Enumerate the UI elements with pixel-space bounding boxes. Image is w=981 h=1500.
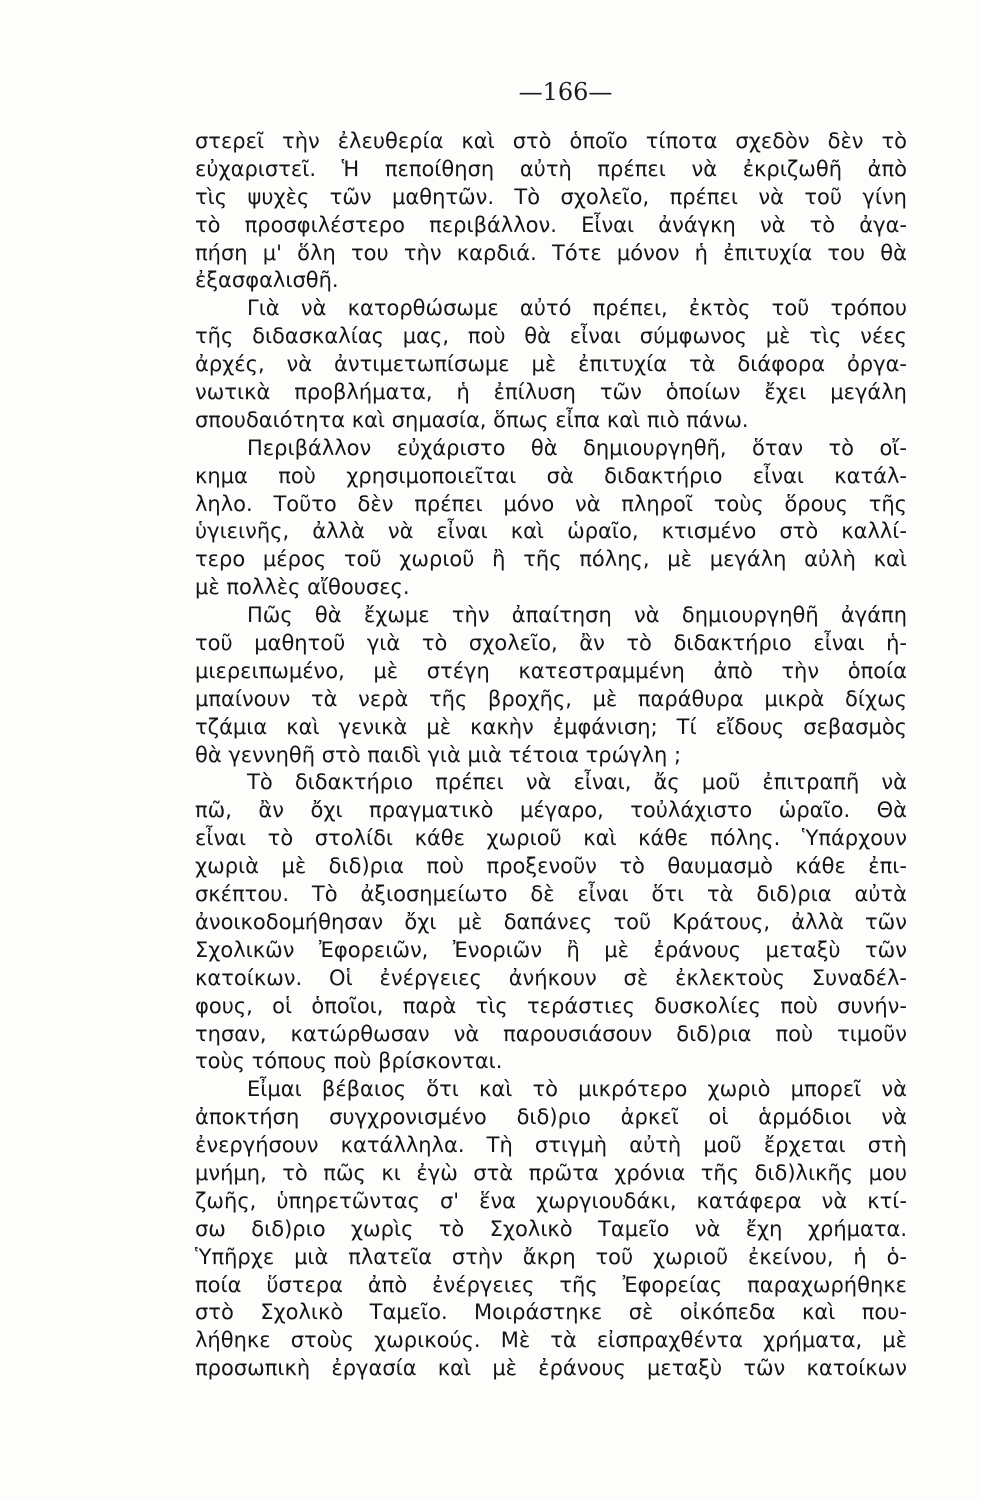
text-line: Περιβάλλον εὐχάριστο θὰ δημιουργηθῆ, ὅταν τὸ οἴ- xyxy=(247,435,907,460)
text-line: τοῦ μαθητοῦ γιὰ τὸ σχολεῖο, ἂν τὸ διδακτήριο εἶναι ἡ- xyxy=(195,631,907,656)
text-line: λήθηκε στοὺς χωρικούς. Μὲ τὰ εἰσπραχθέντα χρήματα, μὲ xyxy=(195,1328,907,1353)
text-line: σω διδ)ριο χωρὶς τὸ Σχολικὸ Ταμεῖο νὰ ἔχη χρήματα. xyxy=(195,1216,907,1241)
text-line: τερο μέρος τοῦ χωριοῦ ἢ τῆς πόλης, μὲ μεγάλη αὐλὴ καὶ xyxy=(195,547,907,572)
text-line: προσωπικὴ ἐργασία καὶ μὲ ἐράνους μεταξὺ τῶν κατοίκων xyxy=(195,1356,907,1381)
text-line: ἀνοικοδομήθησαν ὄχι μὲ δαπάνες τοῦ Κράτους, ἀλλὰ τῶν xyxy=(195,909,907,934)
text-line: εὐχαριστεῖ. Ἡ πεποίθηση αὐτὴ πρέπει νὰ ἐκριζωθῆ ἀπὸ xyxy=(195,156,907,181)
text-line: κατοίκων. Οἱ ἐνέργειες ἀνήκουν σὲ ἐκλεκτοὺς Συναδέλ- xyxy=(195,965,907,990)
text-line: τὸ προσφιλέστερο περιβάλλον. Εἶναι ἀνάγκη νὰ τὸ ἀγα- xyxy=(195,212,907,237)
paragraph xyxy=(195,435,907,602)
page-number: —166— xyxy=(518,78,613,106)
text-line: ἐξασφαλισθῆ. xyxy=(195,268,339,293)
text-line: ὑγιεινῆς, ἀλλὰ νὰ εἶναι καὶ ὡραῖο, κτισμένο στὸ καλλί- xyxy=(195,519,907,544)
text-line: μιερειπωμένο, μὲ στέγη κατεστραμμένη ἀπὸ τὴν ὁποία xyxy=(195,658,907,683)
text-line: κημα ποὺ χρησιμοποιεῖται σὰ διδακτήριο εἶναι κατάλ- xyxy=(195,463,907,488)
paragraph xyxy=(195,295,907,434)
text-line: Τὸ διδακτήριο πρέπει νὰ εἶναι, ἄς μοῦ ἐπιτραπῆ νὰ xyxy=(247,770,907,795)
text-line: τοὺς τόπους ποὺ βρίσκονται. xyxy=(195,1049,503,1074)
text-line: πῶ, ἂν ὄχι πραγματικὸ μέγαρο, τοὐλάχιστο ὡραῖο. Θὰ xyxy=(195,798,907,823)
text-line: στερεῖ τὴν ἐλευθερία καὶ στὸ ὁποῖο τίποτα σχεδὸν δὲν τὸ xyxy=(195,129,907,153)
text-line: ληλο. Τοῦτο δὲν πρέπει μόνο νὰ πληροῖ τοὺς ὅρους τῆς xyxy=(195,491,907,516)
text-line: ποία ὕστερα ἀπὸ ἐνέργειες τῆς Ἐφορείας παραχωρήθηκε xyxy=(195,1272,907,1297)
text-line: τησαν, κατώρθωσαν νὰ παρουσιάσουν διδ)ρια ποὺ τιμοῦν xyxy=(195,1021,907,1046)
text-line: τζάμια καὶ γενικὰ μὲ κακὴν ἐμφάνιση; Τί εἴδους σεβασμὸς xyxy=(195,714,907,739)
text-line: σκέπτου. Τὸ ἀξιοσημείωτο δὲ εἶναι ὅτι τὰ διδ)ρια αὐτὰ xyxy=(195,882,907,907)
text-line: νωτικὰ προβλήματα, ἡ ἐπίλυση τῶν ὁποίων ἔχει μεγάλη xyxy=(195,380,907,405)
text-line: μπαίνουν τὰ νερὰ τῆς βροχῆς, μὲ παράθυρα μικρὰ δίχως xyxy=(195,686,907,711)
text-line: σπουδαιότητα καὶ σημασία, ὅπως εἶπα καὶ πιὸ πάνω. xyxy=(195,407,749,432)
text-line: ἀρχές, νὰ ἀντιμετωπίσωμε μὲ ἐπιτυχία τὰ διάφορα ὀργα- xyxy=(195,352,907,377)
paragraph xyxy=(195,769,907,1076)
text-line: πήση μ' ὅλη του τὴν καρδιά. Τότε μόνον ἡ ἐπιτυχία του θὰ xyxy=(195,240,907,265)
text-line: μνήμη, τὸ πῶς κι ἐγὼ στὰ πρῶτα χρόνια τῆς διδ)λικῆς μου xyxy=(195,1160,907,1185)
text-line: φους, οἱ ὁποῖοι, παρὰ τὶς τεράστιες δυσκολίες ποὺ συνήν- xyxy=(195,993,907,1018)
paragraph xyxy=(195,1076,907,1383)
text-line: Πῶς θὰ ἔχωμε τὴν ἀπαίτηση νὰ δημιουργηθῆ ἀγάπη xyxy=(247,603,907,628)
text-line: Εἶμαι βέβαιος ὅτι καὶ τὸ μικρότερο χωριὸ μπορεῖ νὰ xyxy=(247,1077,907,1102)
text-line: ζωῆς, ὑπηρετῶντας σ' ἕνα χωργιουδάκι, κατάφερα νὰ κτί- xyxy=(195,1188,907,1213)
text-line: χωριὰ μὲ διδ)ρια ποὺ προξενοῦν τὸ θαυμασμὸ κάθε ἐπι- xyxy=(195,854,907,879)
text-line: τῆς διδασκαλίας μας, ποὺ θὰ εἶναι σύμφωνος μὲ τὶς νέες xyxy=(195,324,907,349)
text-line: ἀποκτήση συγχρονισμένο διδ)ριο ἀρκεῖ οἱ ἁρμόδιοι νὰ xyxy=(195,1105,907,1130)
text-line: ἐνεργήσουν κατάλληλα. Τὴ στιγμὴ αὐτὴ μοῦ ἔρχεται στὴ xyxy=(195,1133,907,1158)
body-text xyxy=(195,128,907,1383)
text-line: θὰ γεννηθῆ στὸ παιδὶ γιὰ μιὰ τέτοια τρώγλη ; xyxy=(195,742,682,767)
paragraph xyxy=(195,602,907,769)
text-line: Γιὰ νὰ κατορθώσωμε αὐτό πρέπει, ἐκτὸς τοῦ τρόπου xyxy=(247,296,907,321)
text-line: στὸ Σχολικὸ Ταμεῖο. Μοιράστηκε σὲ οἰκόπεδα καὶ που- xyxy=(195,1300,907,1325)
text-line: τὶς ψυχὲς τῶν μαθητῶν. Τὸ σχολεῖο, πρέπει νὰ τοῦ γίνη xyxy=(195,184,907,209)
text-line: Σχολικῶν Ἐφορειῶν, Ἐνοριῶν ἢ μὲ ἐράνους μεταξὺ τῶν xyxy=(195,937,907,962)
paragraph xyxy=(195,128,907,295)
text-line: Ὑπῆρχε μιὰ πλατεῖα στὴν ἄκρη τοῦ χωριοῦ ἐκείνου, ἡ ὁ- xyxy=(195,1244,907,1269)
text-line: μὲ πολλὲς αἴθουσες. xyxy=(195,575,410,600)
text-line: εἶναι τὸ στολίδι κάθε χωριοῦ καὶ κάθε πόλης. Ὑπάρχουν xyxy=(195,826,907,851)
